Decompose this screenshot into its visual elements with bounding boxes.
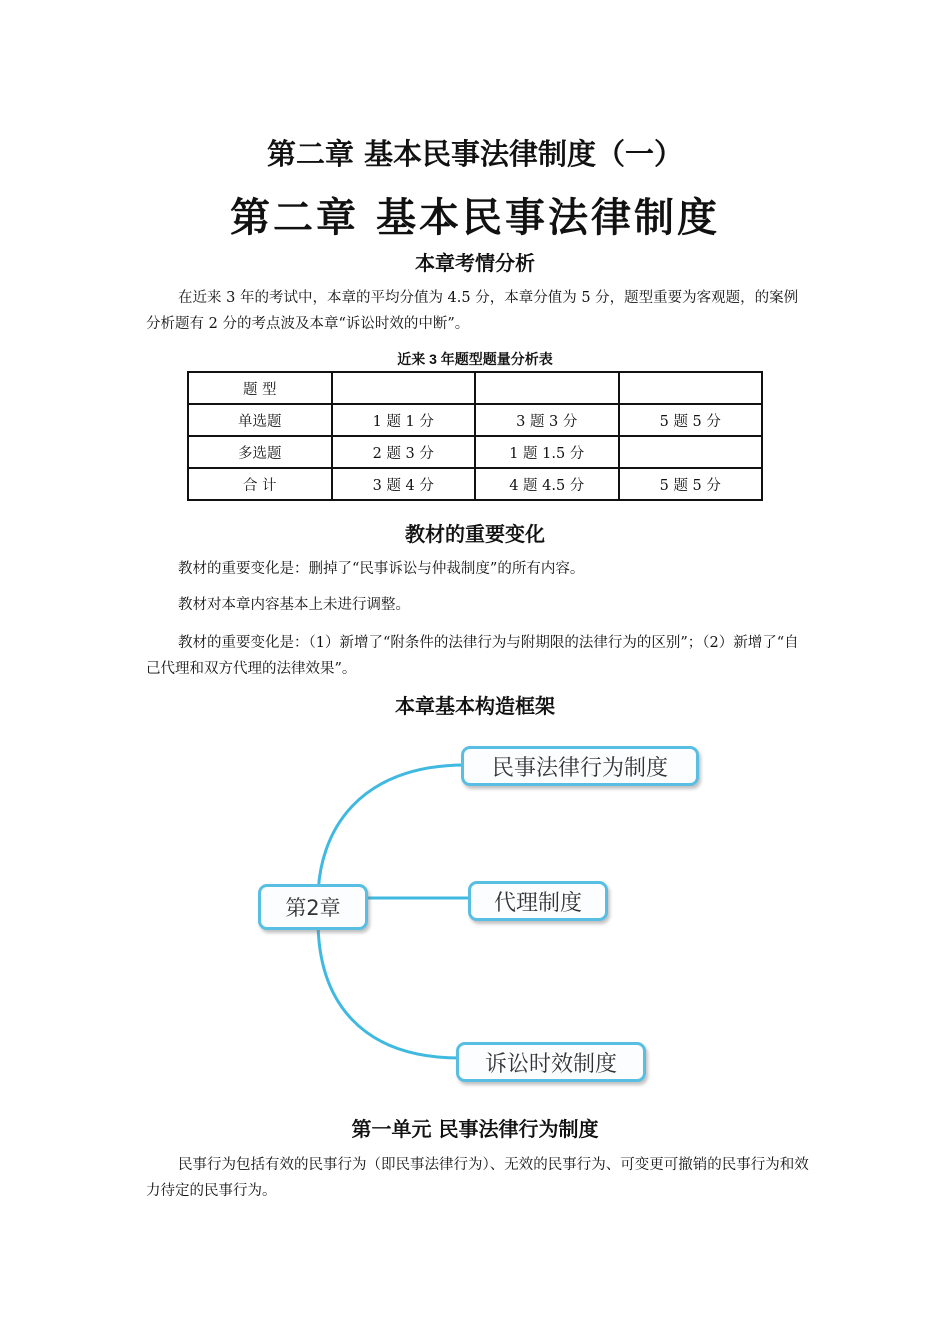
table-cell: 2 题 3 分 xyxy=(332,436,476,468)
textbook-change-paragraph-3: 教材的重要变化是：（1）新增了“附条件的法律行为与附期限的法律行为的区别”；（2）新增了“自己代理和双方代理的法律效果”。 xyxy=(146,635,799,677)
table-cell: 多选题 xyxy=(188,436,332,468)
table-cell: 5 题 5 分 xyxy=(619,468,763,500)
mindmap-branch-civil-juristic-acts: 民事法律行为制度 xyxy=(461,746,699,786)
table-caption: 近来 3 年题型题量分析表 xyxy=(397,351,553,367)
table-cell: 5 题 5 分 xyxy=(619,404,763,436)
table-cell: 单选题 xyxy=(188,404,332,436)
mindmap-branch-limitation: 诉讼时效制度 xyxy=(456,1042,646,1082)
section-heading-unit-one: 第一单元 民事法律行为制度 xyxy=(351,1117,599,1141)
textbook-change-paragraph-1: 教材的重要变化是：删掉了“民事诉讼与仲裁制度”的所有内容。 xyxy=(178,561,585,577)
mindmap-root-node: 第2章 xyxy=(258,884,368,930)
unit-one-paragraph: 民事行为包括有效的民事行为（即民事法律行为）、无效的民事行为、可变更可撤销的民事行为和效力待定的民事行为。 xyxy=(146,1157,809,1199)
section-heading-chapter-framework: 本章基本构造框架 xyxy=(395,694,555,718)
document-title: 第二章 基本民事法律制度（一） xyxy=(266,137,684,171)
connector-line xyxy=(318,920,460,1058)
section-heading-textbook-changes: 教材的重要变化 xyxy=(405,522,545,546)
connector-line xyxy=(318,765,465,900)
table-cell: 题 型 xyxy=(188,372,332,404)
mindmap-branch-agency: 代理制度 xyxy=(468,881,608,921)
exam-analysis-paragraph: 在近来 3 年的考试中，本章的平均分值为 4.5 分，本章分值为 5 分，题型重要为客观题，的案例分析题有 2 分的考点波及本章“诉讼时效的中断”。 xyxy=(146,290,799,332)
table-cell: 合 计 xyxy=(188,468,332,500)
table-cell: 4 题 4.5 分 xyxy=(475,468,619,500)
section-heading-exam-analysis: 本章考情分析 xyxy=(415,251,535,275)
table-cell: 1 题 1 分 xyxy=(332,404,476,436)
textbook-change-paragraph-2: 教材对本章内容基本上未进行调整。 xyxy=(178,597,410,613)
table-cell: 3 题 4 分 xyxy=(332,468,476,500)
table-cell: 3 题 3 分 xyxy=(475,404,619,436)
chapter-title: 第二章 基本民事法律制度 xyxy=(230,194,720,241)
table-cell: 1 题 1.5 分 xyxy=(475,436,619,468)
